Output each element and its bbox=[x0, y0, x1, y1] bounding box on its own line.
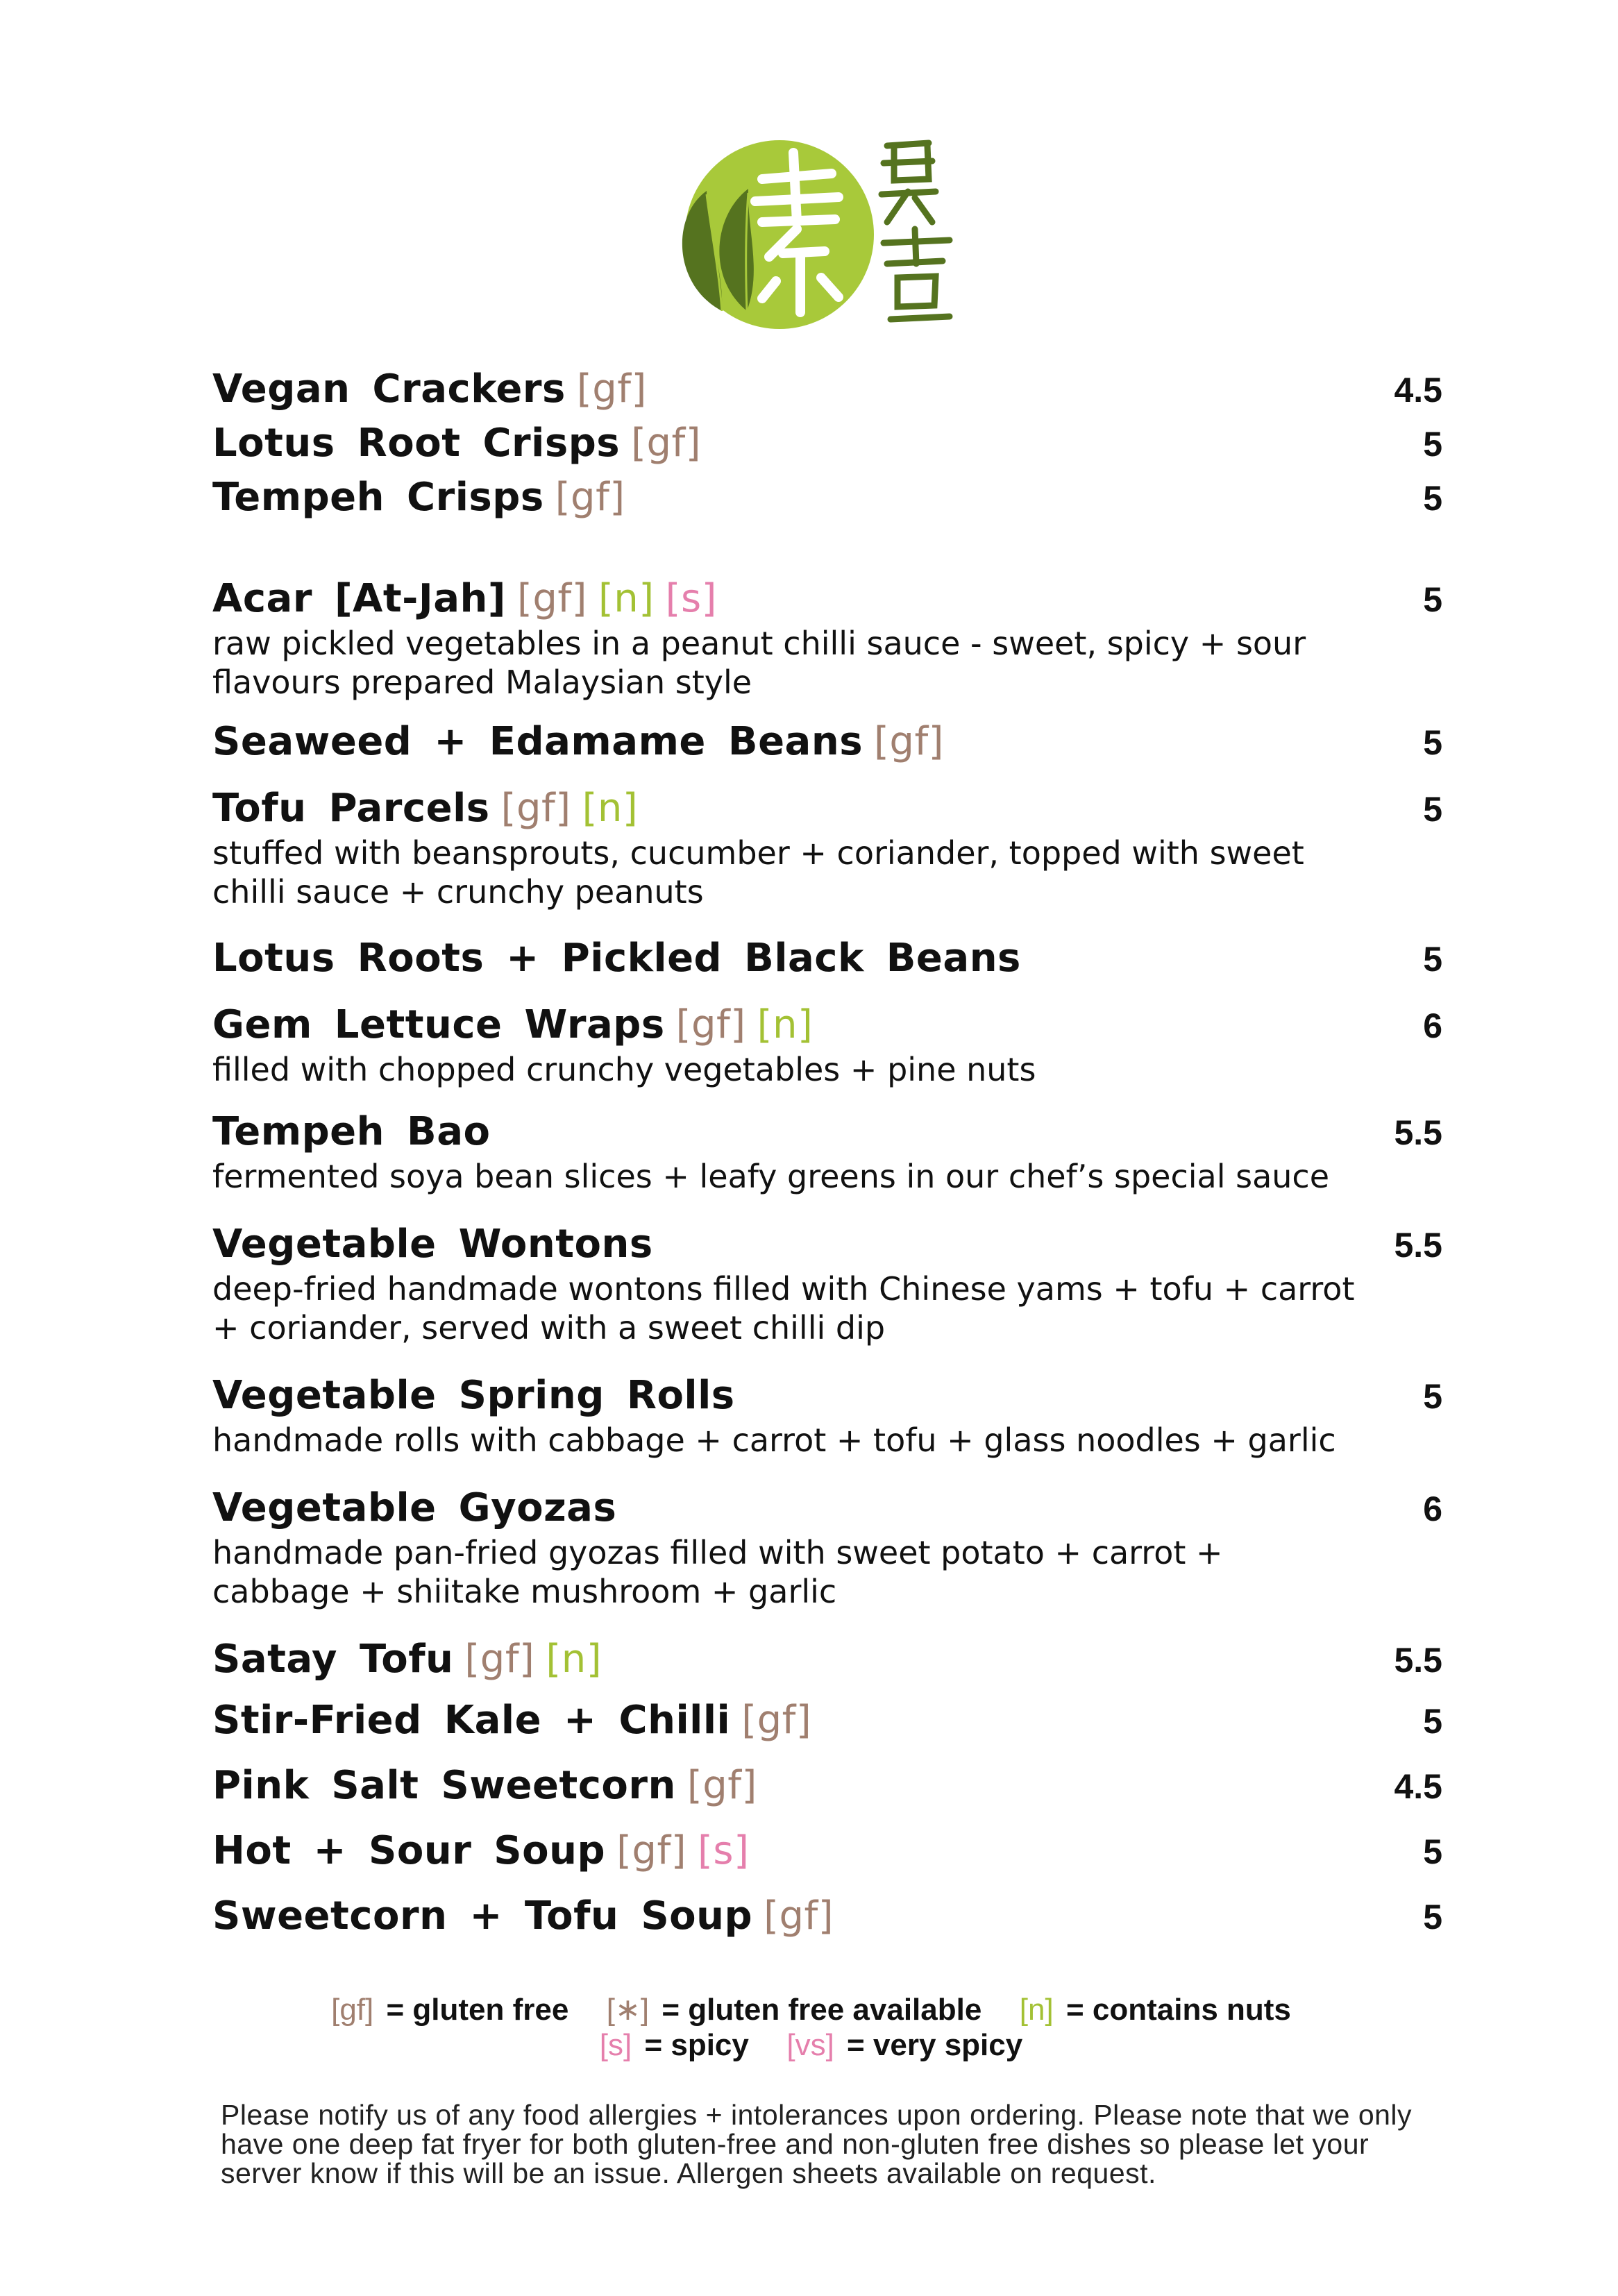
menu-item-title: Acar [At-Jah] bbox=[212, 576, 506, 621]
menu-item-name bbox=[212, 1222, 653, 1267]
legend-vs-key: [vs] bbox=[786, 2028, 834, 2062]
menu-item-row bbox=[212, 1828, 1442, 1873]
dietary-tag-gf: [gf] bbox=[686, 1763, 757, 1808]
menu-item-row bbox=[212, 1698, 1442, 1743]
menu-item-title: Seaweed + Edamame Beans bbox=[212, 719, 863, 764]
menu-item-row bbox=[212, 786, 1442, 831]
menu-item bbox=[212, 421, 1442, 466]
dietary-tag-s: [s] bbox=[698, 1828, 750, 1873]
dietary-tag-n: [n] bbox=[757, 1002, 814, 1047]
menu-item-row bbox=[212, 1485, 1442, 1530]
dietary-tag-gf: [gf] bbox=[555, 475, 625, 520]
menu-item-description: flavours prepared Malaysian style bbox=[212, 664, 752, 701]
menu-item-title: Gem Lettuce Wraps bbox=[212, 1002, 665, 1047]
menu-item-title: Vegetable Spring Rolls bbox=[212, 1373, 735, 1418]
menu-item-description: chilli sauce + crunchy peanuts bbox=[212, 873, 704, 911]
menu-item-row bbox=[212, 1637, 1442, 1682]
menu-item-title: Satay Tofu bbox=[212, 1637, 454, 1682]
menu-item-title: Vegetable Wontons bbox=[212, 1222, 653, 1267]
menu-item bbox=[212, 1698, 1442, 1743]
legend-star-text: = gluten free available bbox=[661, 1993, 982, 2027]
menu-item-price: 5 bbox=[1423, 1832, 1442, 1871]
dietary-tag-gf: [gf] bbox=[675, 1002, 746, 1047]
menu-item bbox=[212, 366, 1442, 412]
menu-item-name bbox=[212, 1763, 757, 1808]
menu-item-price: 5 bbox=[1423, 425, 1442, 464]
menu-item-name bbox=[212, 719, 944, 764]
menu-item-row bbox=[212, 936, 1442, 981]
menu-item-price: 6 bbox=[1423, 1489, 1442, 1528]
menu-item-row bbox=[212, 719, 1442, 764]
dietary-tag-gf: [gf] bbox=[616, 1828, 687, 1873]
legend-n-key: [n] bbox=[1019, 1993, 1054, 2027]
dietary-tag-gf: [gf] bbox=[576, 366, 647, 412]
menu-item-price: 5 bbox=[1423, 1898, 1442, 1936]
menu-item-row bbox=[212, 1763, 1442, 1808]
menu-item bbox=[212, 1109, 1442, 1196]
dietary-tag-gf: [gf] bbox=[516, 576, 587, 621]
legend-gf-text: = gluten free bbox=[386, 1993, 569, 2027]
menu-item-name bbox=[212, 936, 1021, 981]
dietary-tag-gf: [gf] bbox=[741, 1698, 812, 1743]
dietary-tag-n: [n] bbox=[598, 576, 655, 621]
legend-gf-key: [gf] bbox=[331, 1993, 374, 2027]
dietary-tag-n: [n] bbox=[546, 1637, 602, 1682]
menu-item-description: handmade pan-fried gyozas filled with sweet potato + carrot + bbox=[212, 1534, 1223, 1571]
allergen-legend-line-2 bbox=[0, 2028, 1618, 2063]
menu-item bbox=[212, 786, 1442, 911]
menu-item-row bbox=[212, 1109, 1442, 1154]
logo-calligraphy bbox=[882, 143, 950, 319]
menu-item-title: Vegetable Gyozas bbox=[212, 1485, 617, 1530]
allergen-legend-line-1 bbox=[0, 1992, 1618, 2027]
dietary-tag-gf: [gf] bbox=[764, 1893, 834, 1939]
menu-item-name bbox=[212, 421, 701, 466]
menu-item-name bbox=[212, 576, 717, 621]
menu-item bbox=[212, 719, 1442, 764]
menu-item bbox=[212, 936, 1442, 981]
dietary-tag-gf: [gf] bbox=[500, 786, 571, 831]
menu-item-price: 4.5 bbox=[1394, 371, 1442, 410]
menu-item-row bbox=[212, 1893, 1442, 1939]
menu-item bbox=[212, 475, 1442, 520]
dietary-tag-gf: [gf] bbox=[631, 421, 702, 466]
menu-item-description: fermented soya bean slices + leafy greens in our chef’s special sauce bbox=[212, 1158, 1330, 1195]
restaurant-logo bbox=[658, 125, 963, 333]
legend-n-text: = contains nuts bbox=[1065, 1993, 1291, 2027]
dietary-tag-gf: [gf] bbox=[464, 1637, 535, 1682]
menu-item-description: filled with chopped crunchy vegetables + pine nuts bbox=[212, 1051, 1036, 1088]
menu-item-title: Tofu Parcels bbox=[212, 786, 490, 831]
menu-item-row bbox=[212, 576, 1442, 621]
menu-item-title: Sweetcorn + Tofu Soup bbox=[212, 1893, 753, 1939]
menu-item-name bbox=[212, 1109, 490, 1154]
notice-line: server know if this will be an issue. Allergen sheets available on request. bbox=[221, 2157, 1156, 2189]
menu-item-title: Vegan Crackers bbox=[212, 366, 566, 412]
menu-item bbox=[212, 1828, 1442, 1873]
menu-item-name bbox=[212, 1002, 813, 1047]
dietary-tag-s: [s] bbox=[665, 576, 717, 621]
menu-item-description: cabbage + shiitake mushroom + garlic bbox=[212, 1573, 837, 1610]
menu-item-name bbox=[212, 1485, 616, 1530]
menu-item-description: handmade rolls with cabbage + carrot + tofu + glass noodles + garlic bbox=[212, 1421, 1336, 1459]
menu-item-name bbox=[212, 366, 647, 412]
menu-item-price: 5 bbox=[1423, 479, 1442, 518]
menu-item-price: 5 bbox=[1423, 580, 1442, 619]
menu-item-name bbox=[212, 786, 638, 831]
menu-item bbox=[212, 1002, 1442, 1089]
menu-item-description: deep-fried handmade wontons filled with Chinese yams + tofu + carrot bbox=[212, 1270, 1355, 1308]
menu-item-description: + coriander, served with a sweet chilli dip bbox=[212, 1309, 886, 1347]
menu-item-description: raw pickled vegetables in a peanut chilli sauce - sweet, spicy + sour bbox=[212, 625, 1306, 662]
legend-s-text: = spicy bbox=[644, 2028, 749, 2062]
menu-item bbox=[212, 1637, 1442, 1682]
menu-item-row bbox=[212, 421, 1442, 466]
allergy-notice bbox=[221, 2100, 1463, 2188]
menu-item-price: 6 bbox=[1423, 1006, 1442, 1045]
menu-item-title: Tempeh Crisps bbox=[212, 475, 544, 520]
menu-item-name bbox=[212, 1373, 735, 1418]
menu-item bbox=[212, 1222, 1442, 1347]
menu-item-price: 5 bbox=[1423, 723, 1442, 762]
legend-star-key: [∗] bbox=[606, 1993, 650, 2027]
menu-item-title: Lotus Root Crisps bbox=[212, 421, 621, 466]
menu-item-price: 5 bbox=[1423, 940, 1442, 979]
menu-item-name bbox=[212, 1893, 834, 1939]
menu-item-title: Hot + Sour Soup bbox=[212, 1828, 606, 1873]
menu-item-price: 5 bbox=[1423, 790, 1442, 829]
menu-item bbox=[212, 1763, 1442, 1808]
menu-item-price: 4.5 bbox=[1394, 1767, 1442, 1806]
menu-item bbox=[212, 1373, 1442, 1460]
menu-item-title: Pink Salt Sweetcorn bbox=[212, 1763, 676, 1808]
menu-item-row bbox=[212, 1373, 1442, 1418]
legend-vs-text: = very spicy bbox=[847, 2028, 1023, 2062]
legend-s-key: [s] bbox=[599, 2028, 632, 2062]
menu-item-name bbox=[212, 1828, 749, 1873]
menu-item-title: Tempeh Bao bbox=[212, 1109, 491, 1154]
notice-line: Please notify us of any food allergies + intolerances upon ordering. Please note that we only bbox=[221, 2099, 1413, 2131]
menu-item-name bbox=[212, 475, 625, 520]
notice-line: have one deep fat fryer for both gluten-free and non-gluten free dishes so please let your bbox=[221, 2128, 1370, 2160]
menu-item bbox=[212, 1893, 1442, 1939]
menu-item-title: Stir-Fried Kale + Chilli bbox=[212, 1698, 731, 1743]
menu-item-price: 5.5 bbox=[1394, 1226, 1442, 1265]
menu-item-price: 5.5 bbox=[1394, 1641, 1442, 1680]
dietary-tag-n: [n] bbox=[582, 786, 639, 831]
menu-item-name bbox=[212, 1637, 602, 1682]
menu-item-name bbox=[212, 1698, 811, 1743]
menu-item-row bbox=[212, 1002, 1442, 1047]
menu-item-title: Lotus Roots + Pickled Black Beans bbox=[212, 936, 1021, 981]
menu-item-price: 5.5 bbox=[1394, 1113, 1442, 1152]
menu-item-price: 5 bbox=[1423, 1702, 1442, 1741]
menu-item bbox=[212, 1485, 1442, 1611]
menu-item-price: 5 bbox=[1423, 1377, 1442, 1416]
dietary-tag-gf: [gf] bbox=[874, 719, 945, 764]
menu-item bbox=[212, 576, 1442, 702]
menu-item-description: stuffed with beansprouts, cucumber + coriander, topped with sweet bbox=[212, 834, 1304, 872]
menu-item-row bbox=[212, 366, 1442, 412]
menu-item-row bbox=[212, 1222, 1442, 1267]
logo-emblem bbox=[682, 140, 874, 329]
menu-item-row bbox=[212, 475, 1442, 520]
